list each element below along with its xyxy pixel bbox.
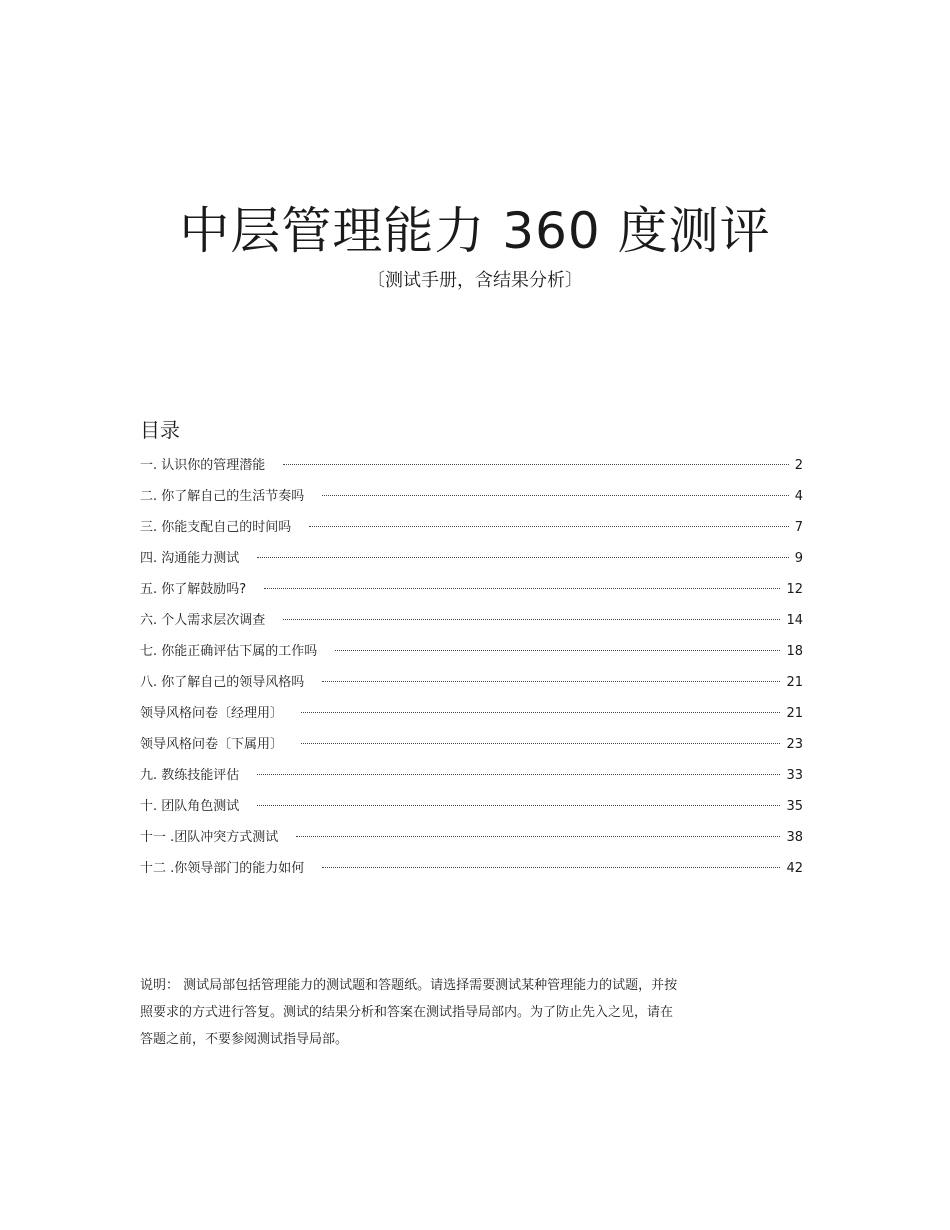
toc-entry-page: 7 xyxy=(794,520,803,535)
toc-dot-leader xyxy=(257,774,780,775)
toc-entry-label: 七. 你能正确评估下属的工作吗 xyxy=(140,644,318,659)
toc-entry-page: 21 xyxy=(786,675,803,690)
toc-entry-page: 38 xyxy=(786,830,803,845)
toc-entry-label: 一. 认识你的管理潜能 xyxy=(140,458,266,473)
toc-dot-leader xyxy=(301,712,780,713)
toc-entry-page: 33 xyxy=(786,768,803,783)
toc-entry-label: 十二 .你领导部门的能力如何 xyxy=(140,861,305,876)
toc-entry-page: 12 xyxy=(786,582,803,597)
toc-entry[interactable] xyxy=(140,671,803,702)
toc-dot-leader xyxy=(309,526,788,527)
toc-entry-page: 21 xyxy=(786,706,803,721)
toc-entry[interactable] xyxy=(140,516,803,547)
toc-entry[interactable] xyxy=(140,826,803,857)
toc-entry-label: 五. 你了解鼓励吗? xyxy=(140,582,247,597)
instructions-note xyxy=(140,972,750,1053)
toc-entry[interactable] xyxy=(140,733,803,764)
toc-entry[interactable] xyxy=(140,485,803,516)
note-line: 照要求的方式进行答复。测试的结果分析和答案在测试指导局部内。为了防止先入之见，请在 xyxy=(140,1005,674,1020)
toc-dot-leader xyxy=(322,681,780,682)
toc-dot-leader xyxy=(335,650,780,651)
toc-entry-label: 二. 你了解自己的生活节奏吗 xyxy=(140,489,305,504)
toc-heading: 目录 xyxy=(140,418,180,442)
toc-entry-page: 42 xyxy=(786,861,803,876)
note-line: 说明： 测试局部包括管理能力的测试题和答题纸。请选择需要测试某种管理能力的试题，并按 xyxy=(140,978,678,993)
toc-entry-label: 领导风格问卷〔经理用〕 xyxy=(140,706,284,721)
toc-entry[interactable] xyxy=(140,454,803,485)
toc-dot-leader xyxy=(322,867,780,868)
document-title: 中层管理能力 360 度测评 xyxy=(179,202,771,260)
toc-entry-page: 9 xyxy=(794,551,803,566)
toc-entry-label: 十. 团队角色测试 xyxy=(140,799,240,814)
toc-entry[interactable] xyxy=(140,640,803,671)
note-line: 答题之前，不要参阅测试指导局部。 xyxy=(140,1032,349,1047)
toc-entry[interactable] xyxy=(140,702,803,733)
toc-entry-page: 14 xyxy=(786,613,803,628)
toc-entry[interactable] xyxy=(140,578,803,609)
toc-dot-leader xyxy=(283,464,788,465)
toc-entry-label: 三. 你能支配自己的时间吗 xyxy=(140,520,292,535)
toc-entry[interactable] xyxy=(140,547,803,578)
toc-entry[interactable] xyxy=(140,609,803,640)
toc-entry-label: 九. 教练技能评估 xyxy=(140,768,240,783)
toc-entry-label: 四. 沟通能力测试 xyxy=(140,551,240,566)
toc-entry-page: 23 xyxy=(786,737,803,752)
toc-entry[interactable] xyxy=(140,857,803,888)
toc-dot-leader xyxy=(264,588,780,589)
toc-entry-page: 4 xyxy=(794,489,803,504)
toc-entry-page: 2 xyxy=(794,458,803,473)
toc-entry-label: 领导风格问卷〔下属用〕 xyxy=(140,737,284,752)
toc-dot-leader xyxy=(257,805,780,806)
toc-entry-page: 18 xyxy=(786,644,803,659)
toc-entry[interactable] xyxy=(140,795,803,826)
table-of-contents xyxy=(140,454,803,888)
toc-dot-leader xyxy=(296,836,780,837)
toc-entry-page: 35 xyxy=(786,799,803,814)
toc-dot-leader xyxy=(301,743,780,744)
toc-entry[interactable] xyxy=(140,764,803,795)
toc-entry-label: 六. 个人需求层次调查 xyxy=(140,613,266,628)
toc-dot-leader xyxy=(322,495,788,496)
toc-dot-leader xyxy=(257,557,788,558)
toc-entry-label: 八. 你了解自己的领导风格吗 xyxy=(140,675,305,690)
toc-entry-label: 十一 .团队冲突方式测试 xyxy=(140,830,279,845)
document-subtitle: 〔测试手册，含结果分析〕 xyxy=(367,270,583,291)
toc-dot-leader xyxy=(283,619,780,620)
